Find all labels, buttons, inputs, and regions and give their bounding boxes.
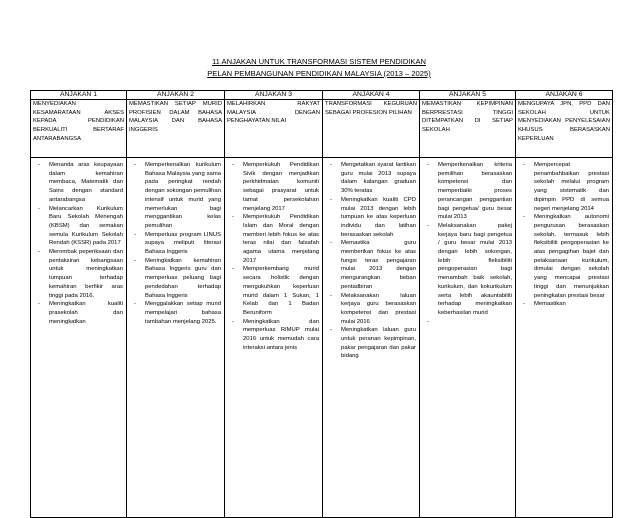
column-body: [127, 158, 225, 518]
column-subtitle: MENGUPAYA JPN, PPD DAN SEKOLAH UNTUK MENYEDIAKAN PENYELESAIAN KHUSUS BERASASKAN KEPERLUAN: [516, 100, 613, 158]
initiative-list: [130, 161, 221, 326]
list-item: - Melancarkan Kurikulum Baru Sekolah Menengah (KBSM) dan semakan semula Kurikulum Sekolah Rendah (KSSR) pada 2017: [49, 205, 123, 249]
list-item: - Memastikan: [534, 300, 609, 309]
list-item: - Memperkenalkan kurikulum Bahasa Malaysia yang sama pada peringkat rendah dengan sokongan pemulihan intensif untuk murid yang memerlukan bagi menggantikan kelas pemulihan: [145, 161, 221, 231]
list-item: - Melaksanakan pakej kerjaya baru bagi pengetua / guru besar mulai 2013 dengan lebih sokongan, lebih fleksibiliti pengoperasian bagi menambah baik sekolah, kurikulum, dan kokurikulum serta lebih akauntabiliti terhadap meningkatkan keberhasilan murid: [438, 222, 512, 318]
column-body: [31, 158, 127, 518]
column-header: ANJAKAN 6: [516, 91, 613, 100]
list-item: - Memperkukuh Pendidikan Islam dan Moral dengan memberi lebih fokus ke atas teras nilai dan falsafah agama utama menjelang 2017: [243, 213, 319, 265]
list-item: - Meningkatkan autonomi pengurusan berasaskan sekolah, termasuk lebih fleksibiliti pengoperasian ke atas pengagihan bajet dan pelaksanaan kurikulum, dimulai dengan sekolah yang mencapai prestasi tinggi dan menunjukkan peningkatan prestasi besar: [534, 213, 609, 300]
document-title: 11 ANJAKAN UNTUK TRANSFORMASI SISTEM PENDIDIKAN: [211, 57, 427, 66]
document-subtitle: PELAN PEMBANGUNAN PENDIDIKAN MALAYSIA (2013 – 2025): [207, 69, 431, 78]
list-item: - Meningkatkan kualiti prasekolah dan meningkatkan: [49, 300, 123, 326]
column-body: [225, 158, 323, 518]
table-header-row: [31, 91, 613, 100]
list-item: - Memperkembang murid secara holistik dengan mengukuhkan keperluan murid dalam 1 Sukan, 1 Kelab dan 1 Badan Beruniform: [243, 265, 319, 317]
column-subtitle: MEMASTIKAN SETIAP MURID PROFISIEN DALAM BAHASA MALAYSIA DAN BAHASA INGGERIS: [127, 100, 225, 158]
column-subtitle: MEMASTIKAN KEPIMPINAN BERPRESTASI TINGGI DITEMPATKAN DI SETIAP SEKOLAH: [420, 100, 516, 158]
column-subtitle: MELAHIRKAN RAKYAT MALAYSIA DENGAN PENGHAYATAN NILAI: [225, 100, 323, 158]
column-header: ANJAKAN 1: [31, 91, 127, 100]
list-item: - Meningkatkan laluan guru untuk peranan kepimpinan, pakar pengajaran dan pakar bidang: [341, 326, 416, 361]
initiative-list: [228, 161, 319, 352]
list-item-empty: [438, 318, 512, 327]
list-item: - Memperluas program LINUS supaya meliputi literasi Bahasa Inggeris: [145, 231, 221, 257]
list-item: - Memastika guru memberikan fokus ke atas fungsi teras pengajaran mulai 2013 dengan mengurangkan beban pentadbiran: [341, 239, 416, 291]
table-body-row: [31, 158, 613, 518]
list-item: - Melaksanakan laluan kerjaya guru berasaskan kompetensi dan prestasi mulai 2016: [341, 292, 416, 327]
list-item: - Memperkenalkan kriteria pemilihan berasaskan kompetensi dan memperbaiki proses perancangan penggantian bagi pengetua/ guru besar mulai 2013: [438, 161, 512, 222]
column-subtitle: TRANSFORMASI KEGURUAN SEBAGAI PROFESION PILIHAN: [323, 100, 420, 158]
column-header: ANJAKAN 2: [127, 91, 225, 100]
column-body: [516, 158, 613, 518]
column-header: ANJAKAN 5: [420, 91, 516, 100]
column-body: [323, 158, 420, 518]
list-item: - Meningkatkan kualiti CPD mulai 2013 dengan lebih tumpuan ke atas keperluan individu dan latihan berasaskan sekolah: [341, 196, 416, 240]
list-item: - Menggalakkan setiap murid mempelajari bahasa tambahan menjelang 2025.: [145, 300, 221, 326]
column-header: ANJAKAN 4: [323, 91, 420, 100]
initiative-list: [326, 161, 416, 361]
initiative-list: [423, 161, 512, 327]
column-body: [420, 158, 516, 518]
table-subtitle-row: [31, 100, 613, 158]
list-item: - Merombak peperiksaan dan pentaksiran kebangsaan untuk meningkatkan tumpuan terhadap kemahiran berfikir aras tinggi pada 2016.: [49, 248, 123, 300]
list-item: - Meningkatkan kemahiran Bahasa Inggeris guru dan memperluas peluang bagi pendedahan terhadap Bahasa Inggeris: [145, 257, 221, 301]
list-item: - Mempercepat penambahbaikan prestasi sekolah melalui program yang sistematik dan dipimpin PPD di semua negeri menjelang 2014: [534, 161, 609, 213]
list-item: - Mengetatkan syarat lantikan guru mulai 2013 supaya dalam kalangan graduan 30% teratas: [341, 161, 416, 196]
list-item: - Meningkatkan dan memperluas RIMUP mulai 2016 untuk memudah cara interaksi antara jenis: [243, 318, 319, 353]
column-header: ANJAKAN 3: [225, 91, 323, 100]
initiative-list: [519, 161, 609, 309]
column-subtitle: MENYEDIAKAN KESAMARATAAN AKSES KEPADA PENDIDIKAN BERKUALITI BERTARAF ANTARABANGSA: [31, 100, 127, 158]
anjakan-table: [30, 90, 613, 518]
list-item: - Memperkukuh Pendidikan Sivik dengan menjadikan perkhidmatan komuniti sebagai prasyarat untuk tamat persekolahan menjelang 2017: [243, 161, 319, 213]
initiative-list: [34, 161, 123, 326]
list-item: - Menanda aras keupayaan dalam kemahiran membaca, Matematik dan Sains dengan standard antarabangsa: [49, 161, 123, 205]
